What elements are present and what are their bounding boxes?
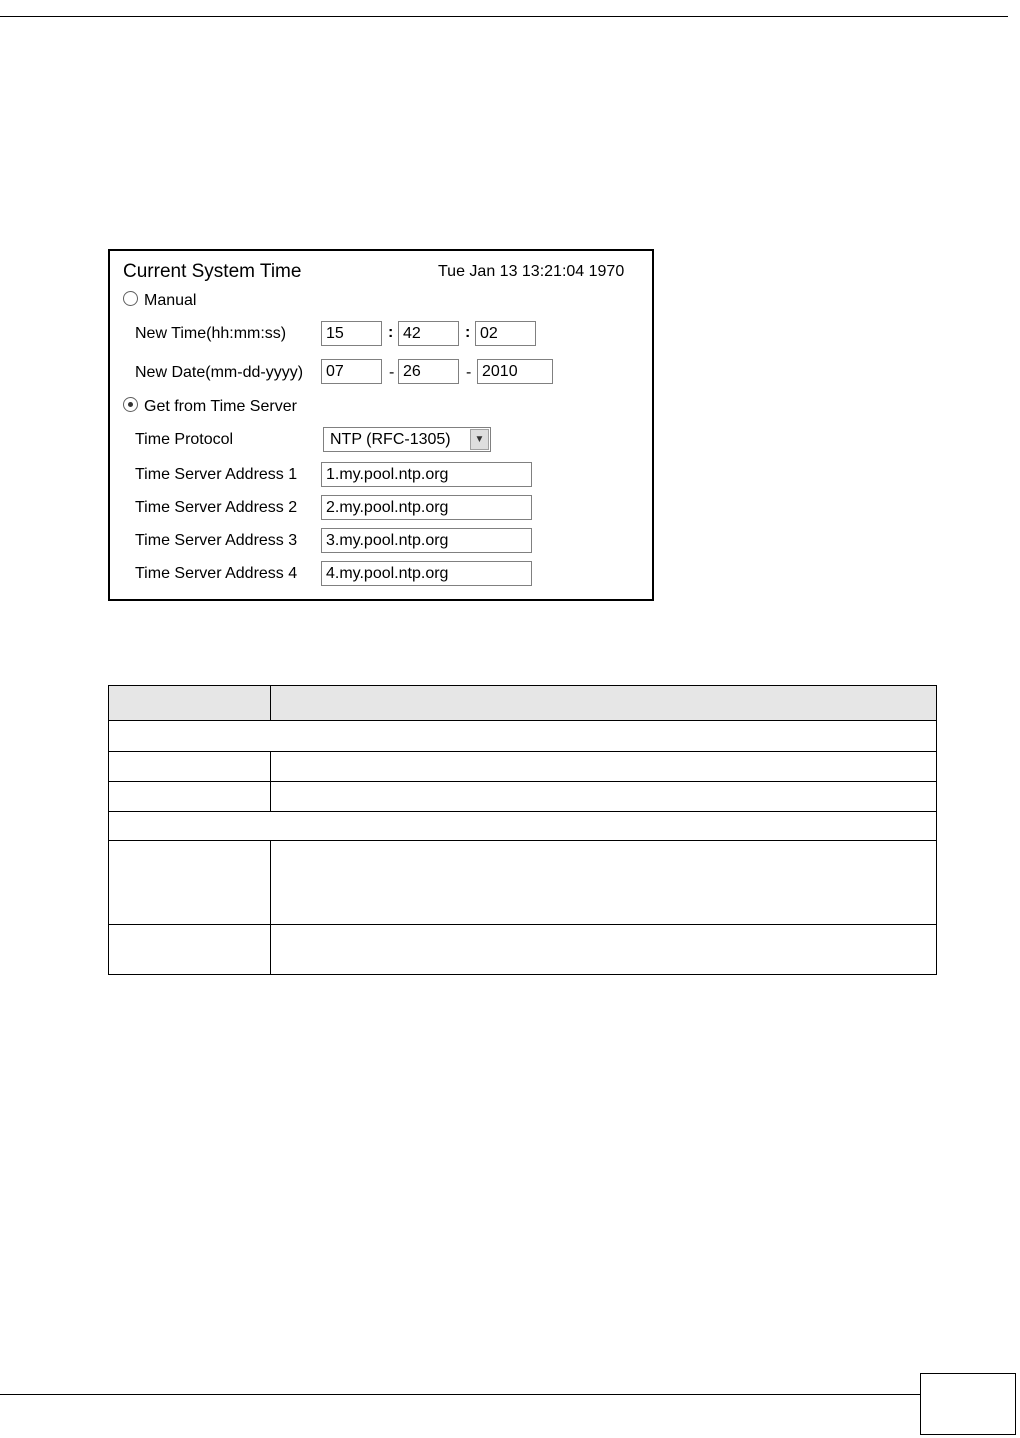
table-header-cell [271, 686, 937, 721]
table-cell [271, 925, 937, 975]
table-row [109, 782, 937, 812]
date-day-input[interactable]: 26 [398, 359, 459, 384]
server-address-label: Time Server Address 1 [135, 466, 298, 483]
server-address-label: Time Server Address 4 [135, 565, 298, 582]
time-server-label: Get from Time Server [144, 398, 297, 415]
table-row [109, 752, 937, 782]
table-cell [109, 782, 271, 812]
manual-label: Manual [144, 292, 197, 309]
table-header-row [109, 686, 937, 721]
time-protocol-select[interactable] [323, 427, 491, 452]
table-cell [109, 812, 937, 841]
table-cell [109, 721, 937, 752]
date-separator: - [389, 364, 395, 381]
chevron-down-icon[interactable]: ▼ [470, 429, 489, 450]
table-header-cell [109, 686, 271, 721]
time-separator: : [465, 324, 471, 341]
time-hour-input[interactable]: 15 [321, 321, 382, 346]
time-protocol-value: NTP (RFC-1305) [330, 431, 451, 448]
date-month-input[interactable]: 07 [321, 359, 382, 384]
description-table [108, 685, 937, 975]
time-minute-input[interactable]: 42 [398, 321, 459, 346]
server-address-input[interactable]: 4.my.pool.ntp.org [321, 561, 532, 586]
table-row [109, 841, 937, 925]
new-time-label: New Time(hh:mm:ss) [135, 325, 287, 342]
table-cell [271, 841, 937, 925]
table-cell [271, 782, 937, 812]
table-cell [271, 752, 937, 782]
current-system-time: Tue Jan 13 13:21:04 1970 [438, 263, 625, 280]
server-address-label: Time Server Address 3 [135, 532, 298, 549]
server-address-input[interactable]: 2.my.pool.ntp.org [321, 495, 532, 520]
new-date-label: New Date(mm-dd-yyyy) [135, 364, 304, 381]
time-protocol-label: Time Protocol [135, 431, 234, 448]
server-address-input[interactable]: 3.my.pool.ntp.org [321, 528, 532, 553]
table-row [109, 812, 937, 841]
manual-radio[interactable] [123, 291, 138, 306]
time-second-input[interactable]: 02 [475, 321, 536, 346]
table-row [109, 925, 937, 975]
date-separator: - [466, 364, 472, 381]
footer-rule [0, 1394, 920, 1395]
panel-title: Current System Time [123, 261, 302, 282]
server-address-input[interactable]: 1.my.pool.ntp.org [321, 462, 532, 487]
date-year-input[interactable]: 2010 [477, 359, 553, 384]
table-cell [109, 925, 271, 975]
header-rule [0, 16, 1008, 17]
page-number-box [920, 1373, 1016, 1435]
server-address-label: Time Server Address 2 [135, 499, 298, 516]
table-row [109, 721, 937, 752]
time-separator: : [388, 324, 394, 341]
table-cell [109, 841, 271, 925]
system-time-panel [108, 249, 654, 601]
table-cell [109, 752, 271, 782]
time-server-radio[interactable] [123, 397, 138, 412]
